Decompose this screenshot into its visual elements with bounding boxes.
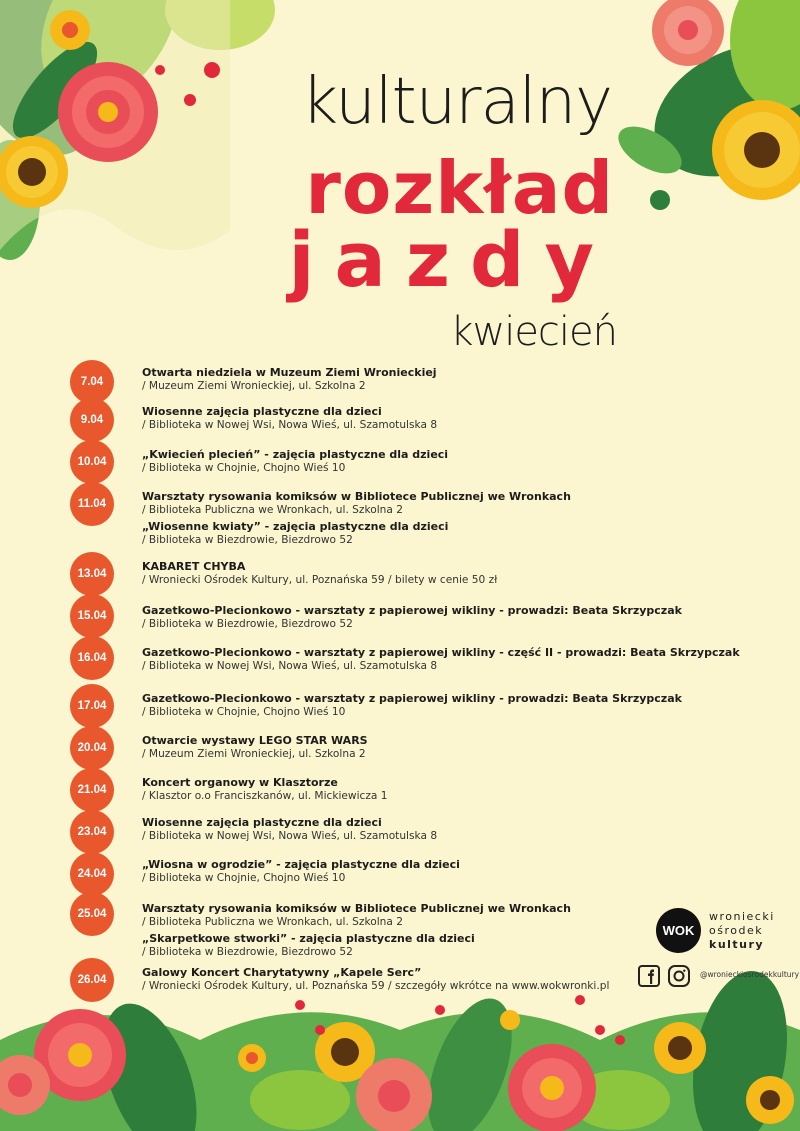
event-place: / Biblioteka w Biezdrowie, Biezdrowo 52	[142, 946, 353, 958]
event-title: Gazetkowo-Plecionkowo - warsztaty z papierowej wikliny - prowadzi: Beata Skrzypczak	[142, 692, 682, 705]
event-title: Otwarcie wystawy LEGO STAR WARS	[142, 734, 368, 747]
event-title: Otwarta niedziela w Muzeum Ziemi Wronieckiej	[142, 366, 437, 379]
event-date-badge: 10.04	[70, 440, 114, 484]
event-place: / Wroniecki Ośrodek Kultury, ul. Poznańska 59 / szczegóły wkrótce na www.wokwronki.pl	[142, 980, 610, 992]
event-title: „Wiosna w ogrodzie” - zajęcia plastyczne dla dzieci	[142, 858, 460, 871]
event-date-badge: 7.04	[70, 360, 114, 404]
event-date-badge: 20.04	[70, 726, 114, 770]
event-place: / Muzeum Ziemi Wronieckiej, ul. Szkolna 2	[142, 748, 366, 760]
organizer-name-line-1: wroniecki	[709, 910, 775, 923]
event-date-badge: 25.04	[70, 892, 114, 936]
event-date-badge: 15.04	[70, 594, 114, 638]
event-title: „Kwiecień plecień” - zajęcia plastyczne dla dzieci	[142, 448, 449, 461]
title-line-2: rozkład	[305, 146, 614, 230]
event-title: Koncert organowy w Klasztorze	[142, 776, 338, 789]
title-line-1: kulturalny	[301, 65, 612, 139]
social-handle: @wronieckiosrodekkultury	[700, 970, 800, 979]
event-place: / Biblioteka w Nowej Wsi, Nowa Wieś, ul. Szamotulska 8	[142, 419, 438, 431]
event-place: / Biblioteka w Nowej Wsi, Nowa Wieś, ul. Szamotulska 8	[142, 830, 438, 842]
event-place: / Biblioteka w Chojnie, Chojno Wieś 10	[142, 462, 346, 474]
event-title: Galowy Koncert Charytatywny „Kapele Serc”	[142, 966, 422, 979]
event-date-badge: 21.04	[70, 768, 114, 812]
event-date-badge: 17.04	[70, 684, 114, 728]
event-place: / Klasztor o.o Franciszkanów, ul. Mickiewicza 1	[142, 790, 388, 802]
event-title: Wiosenne zajęcia plastyczne dla dzieci	[142, 816, 382, 829]
event-title: Warsztaty rysowania komiksów w Bibliotece Publicznej we Wronkach	[142, 902, 571, 915]
instagram-icon[interactable]	[668, 965, 690, 987]
organizer-name-line-2: ośrodek	[709, 924, 764, 937]
event-place: / Biblioteka w Chojnie, Chojno Wieś 10	[142, 872, 346, 884]
event-place: / Biblioteka w Biezdrowie, Biezdrowo 52	[142, 534, 353, 546]
organizer-name-line-3: kultury	[709, 938, 765, 951]
event-date-badge: 24.04	[70, 852, 114, 896]
event-date-badge: 16.04	[70, 636, 114, 680]
wok-logo: WOK	[656, 908, 701, 953]
event-date-badge: 13.04	[70, 552, 114, 596]
event-place: / Wroniecki Ośrodek Kultury, ul. Poznańska 59 / bilety w cenie 50 zł	[142, 574, 498, 586]
event-title: Warsztaty rysowania komiksów w Bibliotece Publicznej we Wronkach	[142, 490, 571, 503]
event-place: / Biblioteka w Chojnie, Chojno Wieś 10	[142, 706, 346, 718]
event-title: Gazetkowo-Plecionkowo - warsztaty z papierowej wikliny - prowadzi: Beata Skrzypczak	[142, 604, 682, 617]
event-place: / Biblioteka Publiczna we Wronkach, ul. Szkolna 2	[142, 916, 403, 928]
event-place: / Biblioteka Publiczna we Wronkach, ul. Szkolna 2	[142, 504, 403, 516]
event-date-badge: 23.04	[70, 810, 114, 854]
event-date-badge: 11.04	[70, 482, 114, 526]
title-line-3: jazdy	[288, 215, 614, 304]
event-date-badge: 26.04	[70, 958, 114, 1002]
event-place: / Biblioteka w Nowej Wsi, Nowa Wieś, ul. Szamotulska 8	[142, 660, 438, 672]
event-title: KABARET CHYBA	[142, 560, 246, 573]
event-title: „Wiosenne kwiaty” - zajęcia plastyczne dla dzieci	[142, 520, 449, 533]
event-place: / Biblioteka w Biezdrowie, Biezdrowo 52	[142, 618, 353, 630]
event-title: Gazetkowo-Plecionkowo - warsztaty z papierowej wikliny - część II - prowadzi: Beata Skrzypczak	[142, 646, 740, 659]
event-place: / Muzeum Ziemi Wronieckiej, ul. Szkolna 2	[142, 380, 366, 392]
event-title: „Skarpetkowe stworki” - zajęcia plastyczne dla dzieci	[142, 932, 475, 945]
facebook-icon[interactable]	[638, 965, 660, 987]
title-month: kwiecień	[450, 309, 617, 355]
event-title: Wiosenne zajęcia plastyczne dla dzieci	[142, 405, 382, 418]
event-date-badge: 9.04	[70, 398, 114, 442]
